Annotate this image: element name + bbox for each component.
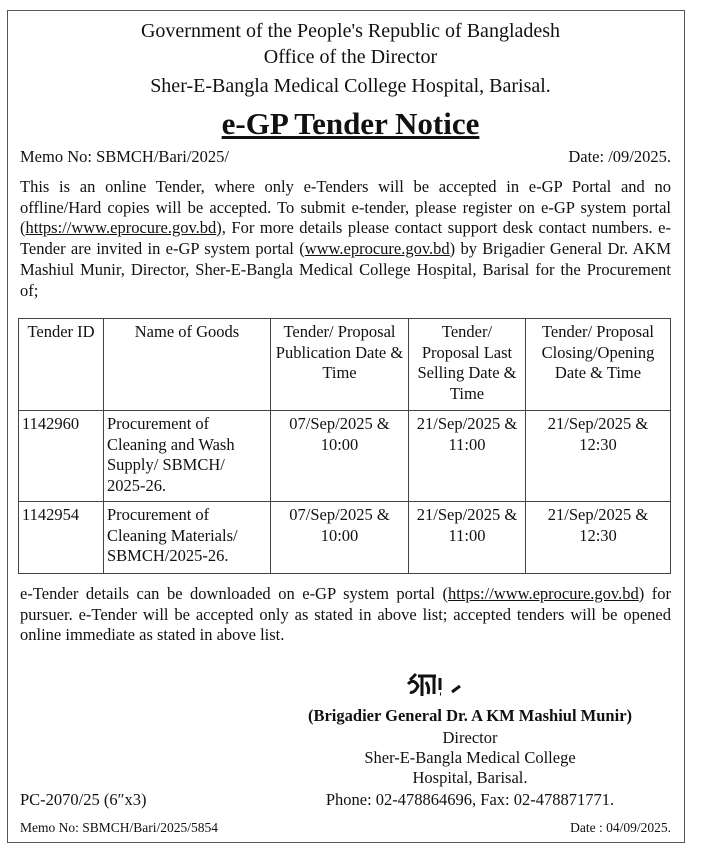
- tender-id: 1142954: [19, 502, 104, 574]
- table-row: [19, 411, 671, 502]
- pc-number: PC-2070/25 (6″x3): [20, 790, 147, 809]
- closing-date: 21/Sep/2025 & 12:30: [526, 502, 671, 574]
- intro-text: ), For more details please contact support desk contact numbers. e-Tender are invited in e-GP system portal (: [20, 218, 671, 259]
- details-paragraph: [20, 584, 671, 646]
- last-selling-date: 21/Sep/2025 & 11:00: [409, 411, 526, 502]
- publication-date: 07/Sep/2025 & 10:00: [271, 411, 409, 502]
- column-header: Tender/ Proposal Closing/Opening Date & Time: [526, 319, 671, 411]
- signatory-title: Director: [442, 728, 498, 747]
- details-text: ) for pursuer. e-Tender will be accepted only as stated in above list; accepted tenders will be opened online immediate as stated in above list.: [20, 584, 671, 645]
- column-header: Tender/ Proposal Last Selling Date & Time: [409, 319, 526, 411]
- notice-title: e-GP Tender Notice: [221, 106, 480, 141]
- table-header-row: [19, 319, 671, 411]
- intro-text: ) by Brigadier General Dr. AKM Mashiul Munir, Director, Sher-E-Bangla Medical College Hospital, Barisal for the Procurement of;: [20, 239, 671, 300]
- last-selling-date: 21/Sep/2025 & 11:00: [409, 502, 526, 574]
- column-header: Tender ID: [19, 319, 104, 411]
- intro-text: This is an online Tender, where only e-Tenders will be accepted in e-GP Portal and no offline/Hard copies will be accepted. To submit e-tender, please register on e-GP system portal (: [20, 177, 671, 238]
- memo-date: Date: /09/2025.: [568, 147, 671, 166]
- column-header: Name of Goods: [104, 319, 271, 411]
- tender-id: 1142960: [19, 411, 104, 502]
- column-header: Tender/ Proposal Publication Date & Time: [271, 319, 409, 411]
- goods-name: Procurement of Cleaning and Wash Supply/ SBMCH/ 2025-26.: [104, 411, 271, 502]
- details-text: e-Tender details can be downloaded on e-GP system portal (: [20, 584, 448, 603]
- tender-table: [18, 318, 671, 574]
- footer-date: Date : 04/09/2025.: [570, 820, 671, 835]
- eprocure-link[interactable]: https://www.eprocure.gov.bd: [447, 584, 639, 603]
- table-row: [19, 502, 671, 574]
- memo-number: Memo No: SBMCH/Bari/2025/: [20, 147, 230, 166]
- eprocure-link[interactable]: www.eprocure.gov.bd: [304, 239, 450, 259]
- intro-paragraph: [20, 177, 671, 301]
- signatory-org: Hospital, Barisal.: [412, 768, 528, 787]
- publication-date: 07/Sep/2025 & 10:00: [271, 502, 409, 574]
- closing-date: 21/Sep/2025 & 12:30: [526, 411, 671, 502]
- header-hospital: Sher-E-Bangla Medical College Hospital, Barisal.: [150, 75, 551, 97]
- footer-memo: Memo No: SBMCH/Bari/2025/5854: [20, 820, 219, 835]
- signatory-org: Sher-E-Bangla Medical College: [364, 748, 576, 767]
- memo-line: [20, 147, 671, 167]
- signatory-name: (Brigadier General Dr. A KM Mashiul Munir): [307, 706, 633, 725]
- signature: [400, 668, 480, 704]
- header-office: Office of the Director: [263, 46, 438, 68]
- signatory-contact: Phone: 02-478864696, Fax: 02-478871771.: [325, 790, 615, 809]
- goods-name: Procurement of Cleaning Materials/ SBMCH/2025-26.: [104, 502, 271, 574]
- eprocure-link[interactable]: https://www.eprocure.gov.bd: [25, 218, 217, 238]
- footer: [20, 820, 671, 836]
- header-government: Government of the People's Republic of Bangladesh: [140, 20, 561, 42]
